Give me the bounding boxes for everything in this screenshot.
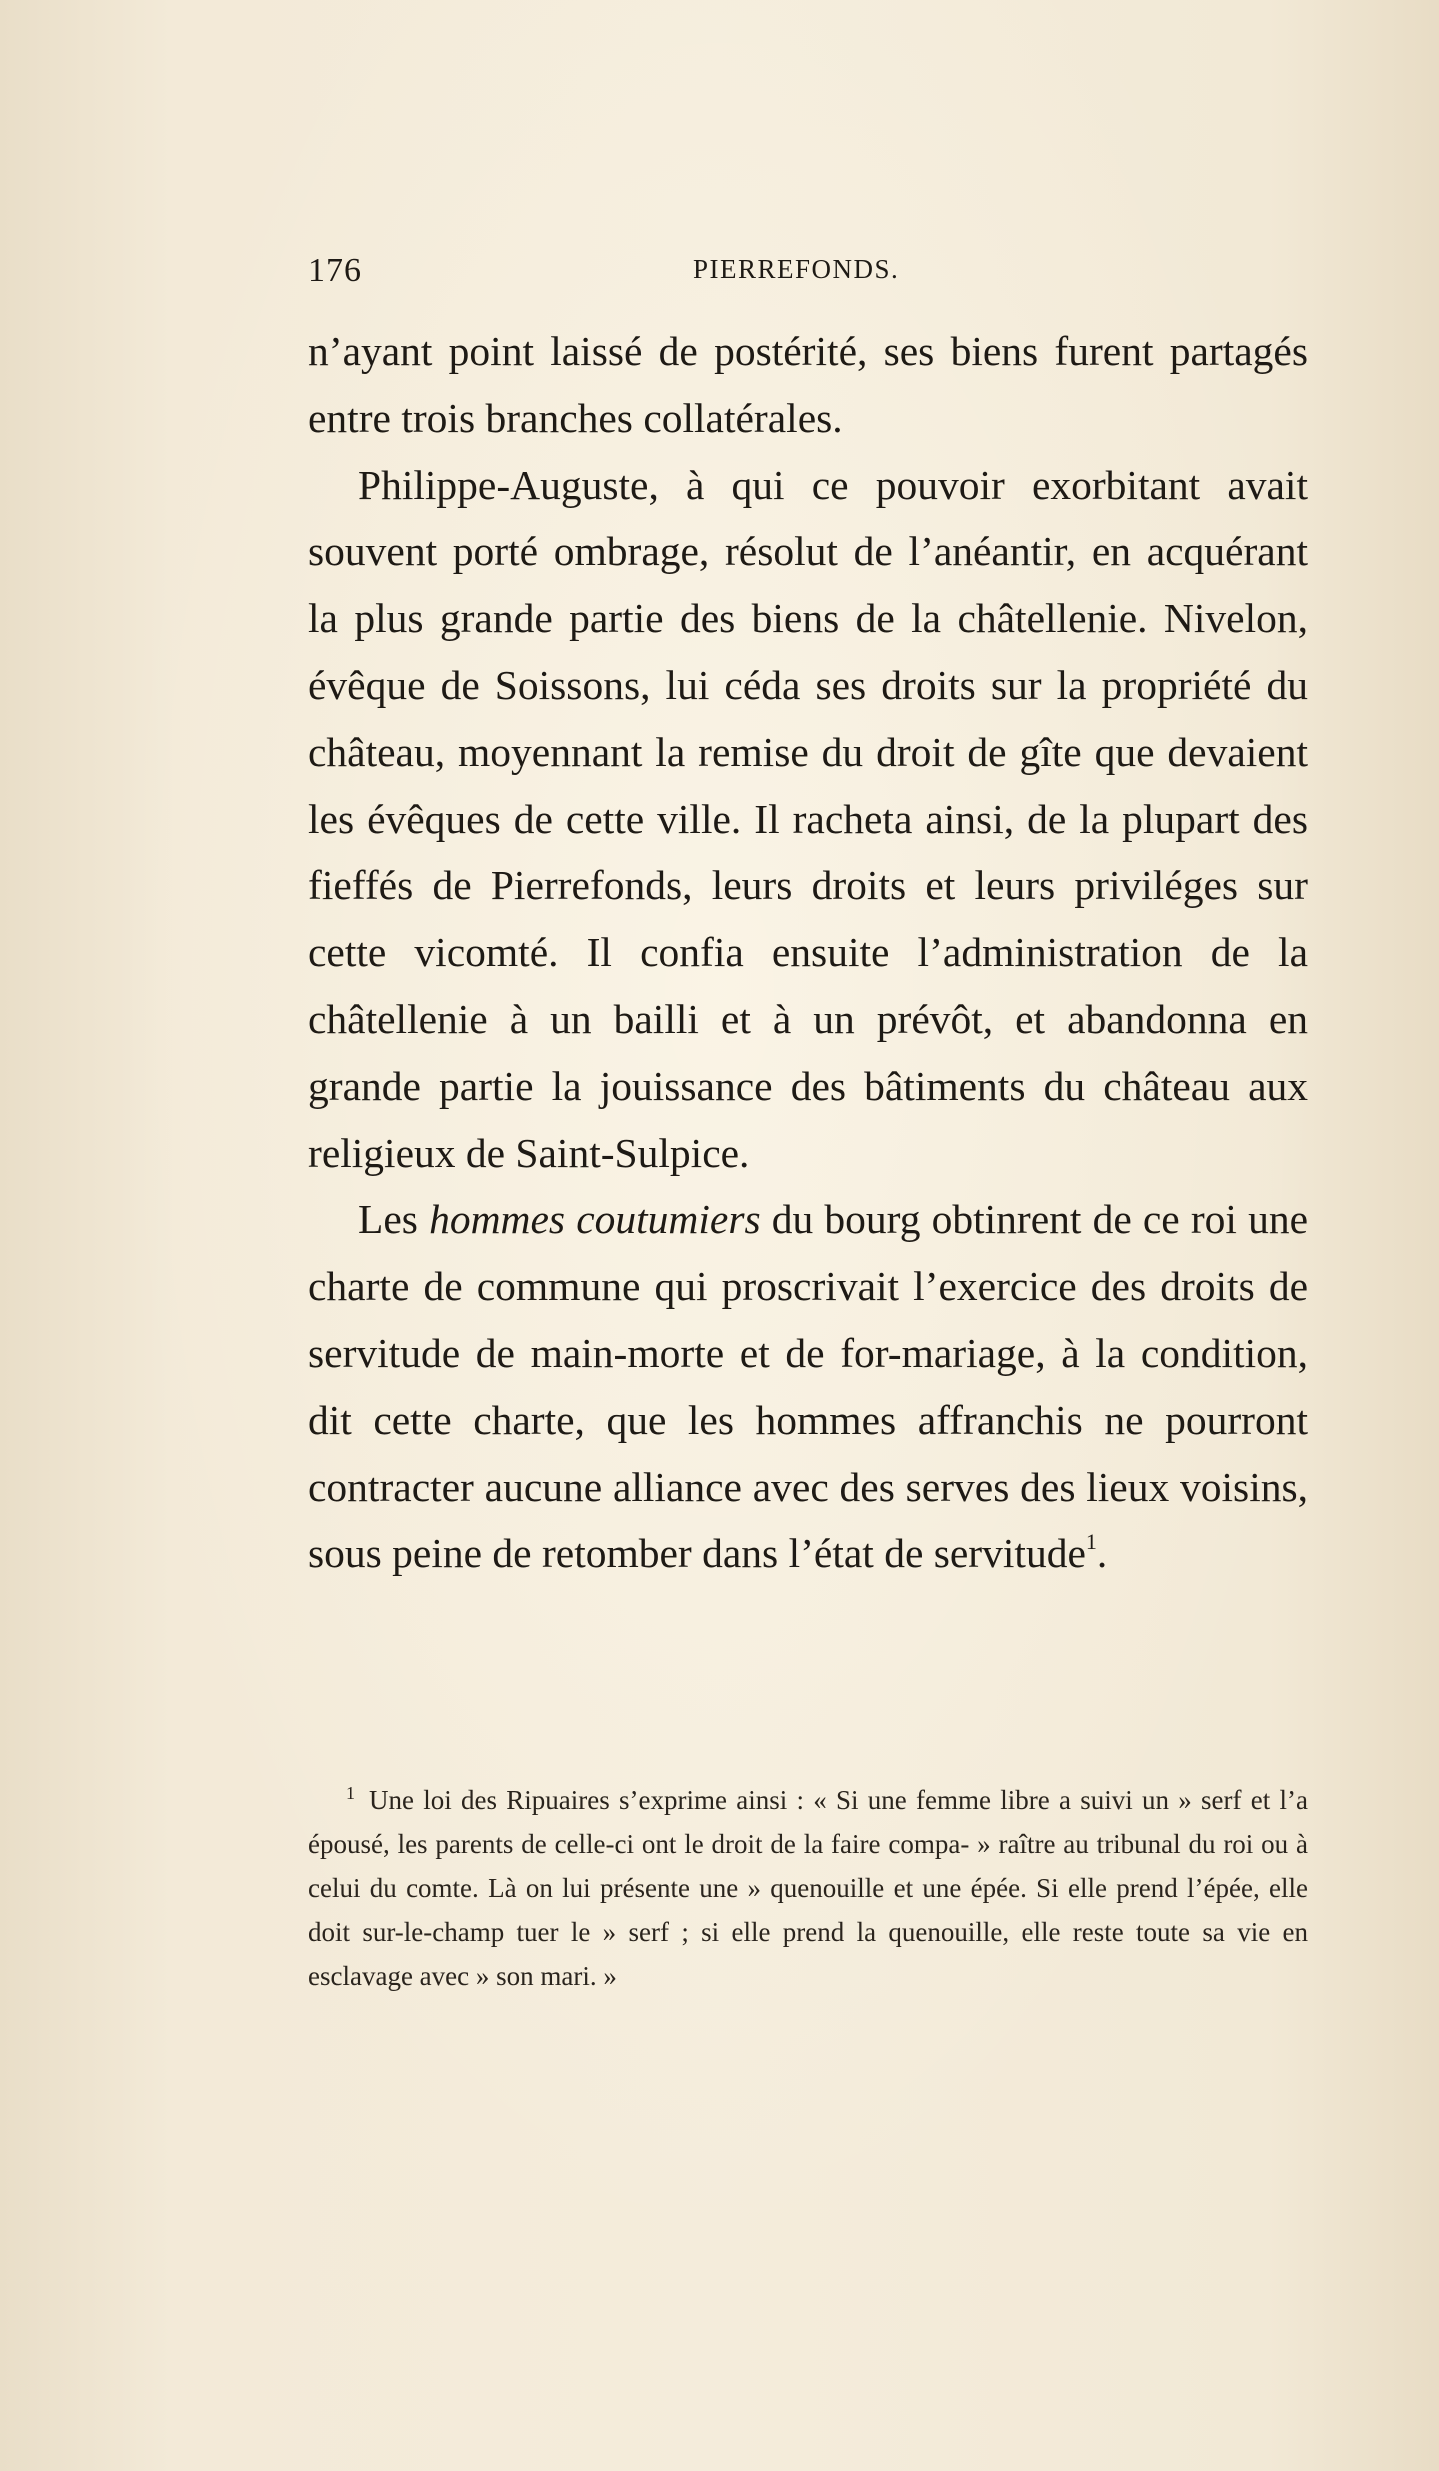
footnote-reference: 1 (1085, 1529, 1097, 1555)
paragraph-3-rest: du bourg obtinrent de ce roi une charte de commune qui proscrivait l’exercice des droits de servitude de main-morte et de for-mariage, à la condition, dit cette charte, que les hommes affranchis ne pourront contracter aucune alliance avec des serves des lieux voisins, sous peine de retomber dans l’état de servitude (308, 1196, 1309, 1577)
body-text (308, 318, 1308, 1587)
footnote-paragraph (308, 1778, 1308, 1998)
paragraph-3-start: Les (358, 1196, 418, 1243)
footnote-text: Une loi des Ripuaires s’exprime ainsi : « Si une femme libre a suivi un » serf et l’a épousé, les parents de celle-ci ont le droit de la faire compa- » raître au tribunal du roi ou à celui du comte. Là on lui présente une » quenouille et une épée. Si elle prend l’épée, elle doit sur-le-champ tuer le » serf ; si elle prend la quenouille, elle reste toute sa vie en esclavage avec » son mari. » (308, 1785, 1308, 1991)
paragraph-3-end: . (1096, 1530, 1108, 1577)
page-header (308, 252, 1308, 296)
paragraph-3 (308, 1186, 1308, 1587)
footnote-number: 1 (346, 1783, 355, 1803)
footnote (308, 1778, 1308, 1998)
paragraph-3-italic: hommes coutumiers (429, 1196, 761, 1243)
running-title: PIERREFONDS. (693, 254, 900, 284)
paragraph-2: Philippe-Auguste, à qui ce pouvoir exorbitant avait souvent porté ombrage, résolut de l’anéantir, en acquérant la plus grande partie des biens de la châtellenie. Nivelon, évêque de Soissons, lui céda ses droits sur la propriété du château, moyennant la remise du droit de gîte que devaient les évêques de cette ville. Il racheta ainsi, de la plupart des fieffés de Pierrefonds, leurs droits et leurs priviléges sur cette vicomté. Il confia ensuite l’administration de la châtellenie à un bailli et à un prévôt, et abandonna en grande partie la jouissance des bâtiments du château aux religieux de Saint-Sulpice. (308, 461, 1308, 1176)
paragraph-1: n’ayant point laissé de postérité, ses biens furent partagés entre trois branches collatérales. (308, 328, 1308, 441)
page-number: 176 (308, 252, 362, 289)
